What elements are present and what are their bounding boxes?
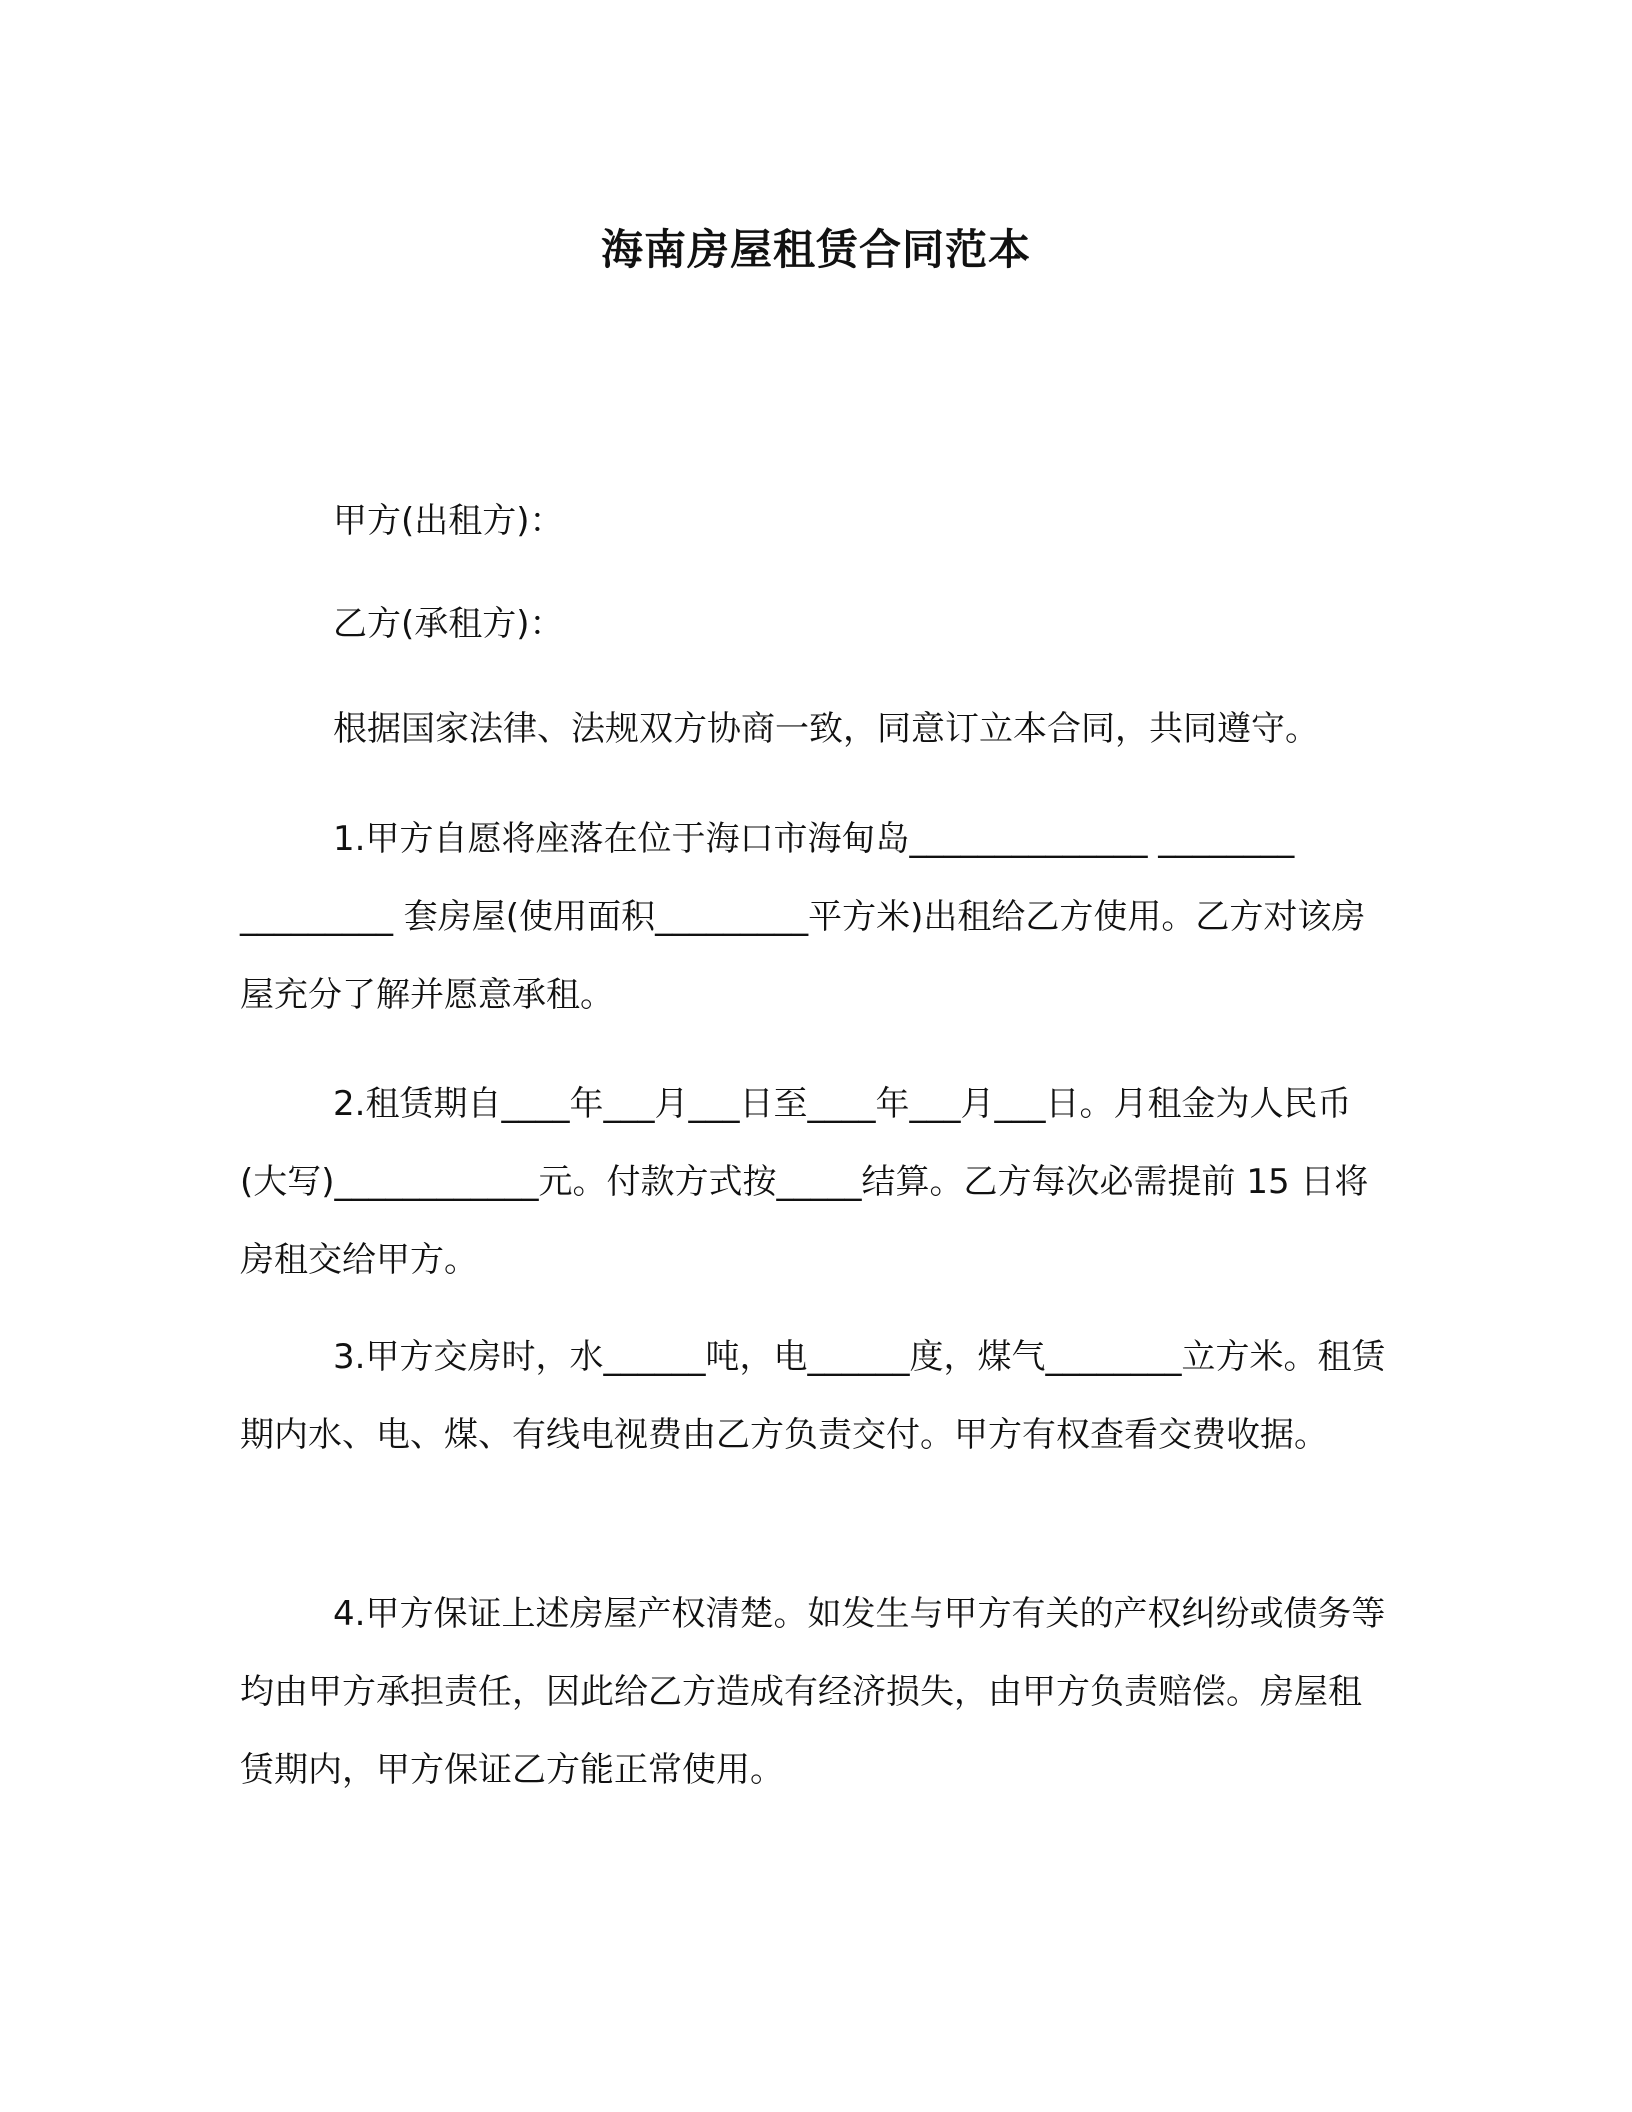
clause-paragraph-3: 3.甲方交房时，水______吨，电______度，煤气________立方米。租赁期内水、电、煤、有线电视费由乙方负责交付。甲方有权查看交费收据。 <box>240 1337 1386 1455</box>
clause-paragraph-2: 2.租赁期自____年___月___日至____年___月___日。月租金为人民币(大写)____________元。付款方式按_____结算。乙方每次必需提前 15 日将房租交给甲方。 <box>240 1084 1369 1280</box>
document-title: 海南房屋租赁合同范本 <box>600 225 1031 274</box>
preamble-paragraph: 根据国家法律、法规双方协商一致，同意订立本合同，共同遵守。 <box>333 709 1319 749</box>
clause-paragraph-4: 4.甲方保证上述房屋产权清楚。如发生与甲方有关的产权纠纷或债务等均由甲方承担责任，因此给乙方造成有经济损失，由甲方负责赔偿。房屋租赁期内，甲方保证乙方能正常使用。 <box>240 1594 1386 1790</box>
clause-paragraph-1: 1.甲方自愿将座落在位于海口市海甸岛______________ ________ _________ 套房屋(使用面积_________平方米)出租给乙方使用。乙方对该房屋充分了解并愿意承租。 <box>240 819 1366 1015</box>
party-a-line: 甲方(出租方)： <box>333 501 564 541</box>
party-b-line: 乙方(承租方)： <box>333 604 564 644</box>
